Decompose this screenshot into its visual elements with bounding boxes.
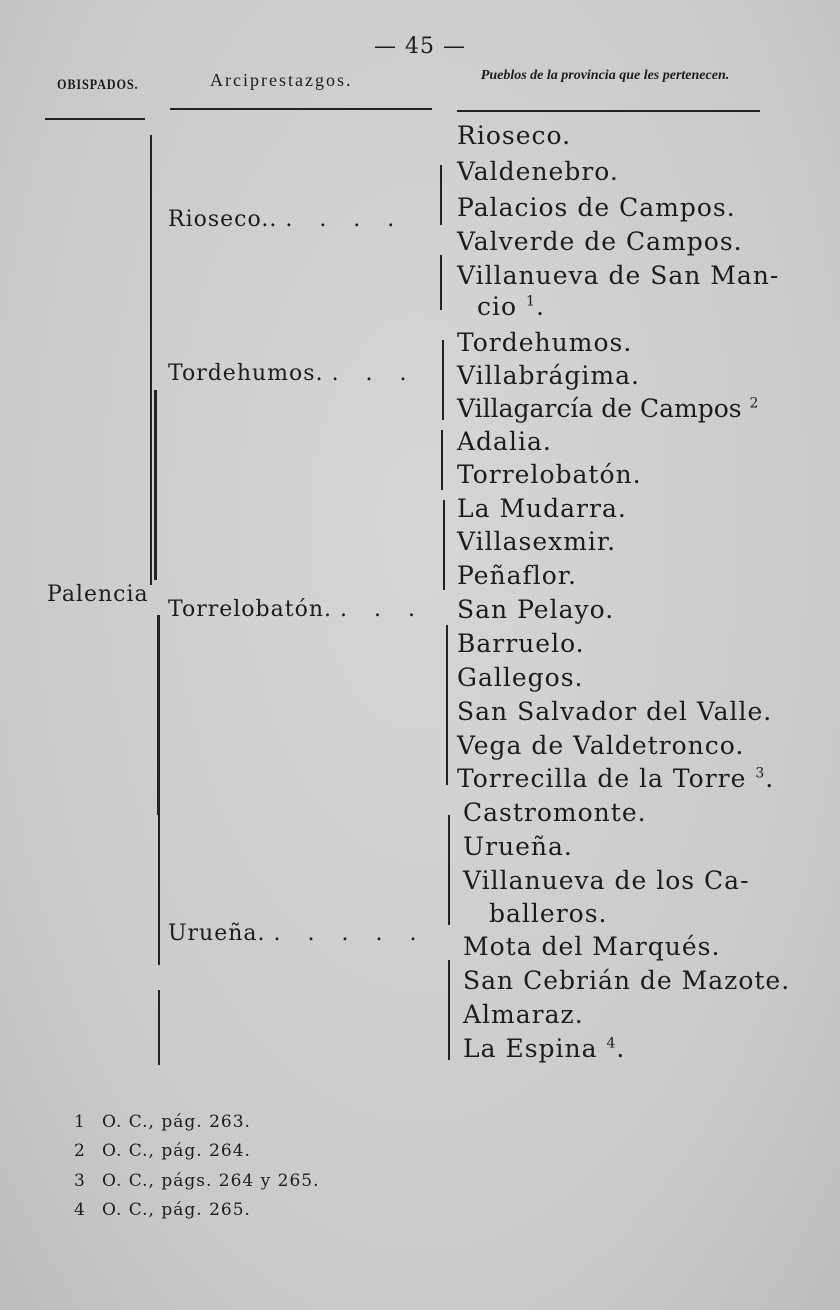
header-pueblos: Pueblos de la provincia que les pertenecen. [480, 68, 730, 83]
footnote: 4 O. C., pág. 265. [74, 1200, 251, 1220]
footnote-marker: 4 [606, 1035, 617, 1052]
town-entry: balleros. [489, 899, 608, 928]
town-entry: Urueña. [463, 832, 573, 861]
page-number: — 45 — [374, 34, 466, 59]
arciprestazgo-uruena: Urueña. . . . . . [168, 921, 427, 946]
town-entry: Castromonte. [463, 798, 647, 827]
header-rule [457, 110, 760, 112]
town-brace [440, 165, 442, 225]
town-brace [448, 960, 450, 1060]
town-entry: Villanueva de los Ca- [463, 866, 750, 895]
footnote-marker: 2 [749, 395, 759, 412]
palencia-brace [158, 815, 160, 965]
palencia-brace [157, 615, 160, 815]
town-entry: Valdenebro. [457, 157, 619, 186]
town-entry: San Salvador del Valle. [457, 697, 773, 726]
palencia-brace [158, 990, 160, 1065]
palencia-brace [150, 135, 152, 585]
arciprestazgo-tordehumos: Tordehumos. . . . [168, 361, 417, 386]
footnote-marker: 1 [526, 293, 536, 310]
town-entry: Vega de Valdetronco. [457, 731, 745, 760]
town-entry: Almaraz. [463, 1000, 584, 1029]
footnote: 1 O. C., pág. 263. [74, 1112, 251, 1132]
town-brace [440, 255, 442, 310]
town-brace [441, 430, 443, 490]
town-entry: Torrecilla de la Torre $^3$. [457, 764, 775, 793]
town-entry: Adalia. [457, 427, 552, 456]
town-entry: Peñaflor. [457, 561, 577, 590]
header-arciprestazgos: Arciprestazgos. [210, 70, 353, 90]
town-entry: La Mudarra. [457, 494, 627, 523]
town-entry: Gallegos. [457, 663, 584, 692]
town-entry: Villasexmir. [457, 527, 617, 556]
header-rule [170, 108, 432, 110]
footnote-marker: 3 [755, 765, 766, 782]
arciprestazgo-rioseco: Rioseco.. . . . . [168, 207, 405, 232]
palencia-brace [154, 390, 157, 580]
town-entry: San Cebrián de Mazote. [463, 966, 791, 995]
town-entry: Villabrágima. [457, 361, 640, 390]
header-rule [45, 118, 145, 120]
town-brace [443, 500, 445, 590]
town-entry: Tordehumos. [457, 328, 633, 357]
town-brace [448, 815, 450, 925]
town-entry: Palacios de Campos. [457, 193, 736, 222]
town-entry: Barruelo. [457, 629, 585, 658]
footnote: 3 O. C., págs. 264 y 265. [74, 1171, 320, 1191]
town-entry: Torrelobatón. [457, 460, 642, 489]
town-entry: cio $^1$. [477, 292, 545, 321]
town-brace [442, 340, 444, 420]
footnote: 2 O. C., pág. 264. [74, 1141, 251, 1161]
obispado-palencia: Palencia [47, 582, 149, 607]
town-entry: Valverde de Campos. [457, 227, 743, 256]
arciprestazgo-torrelobaton: Torrelobatón. . . . [168, 597, 425, 622]
town-entry: Mota del Marqués. [463, 932, 721, 961]
town-entry: Villanueva de San Man- [457, 261, 780, 290]
town-brace [446, 625, 448, 785]
header-obispados: OBISPADOS. [57, 77, 139, 93]
town-entry: Villagarcía de Campos $^2$ [457, 394, 759, 423]
town-entry: La Espina $^4$. [463, 1034, 626, 1063]
town-entry: San Pelayo. [457, 595, 615, 624]
town-entry: Rioseco. [457, 121, 572, 150]
